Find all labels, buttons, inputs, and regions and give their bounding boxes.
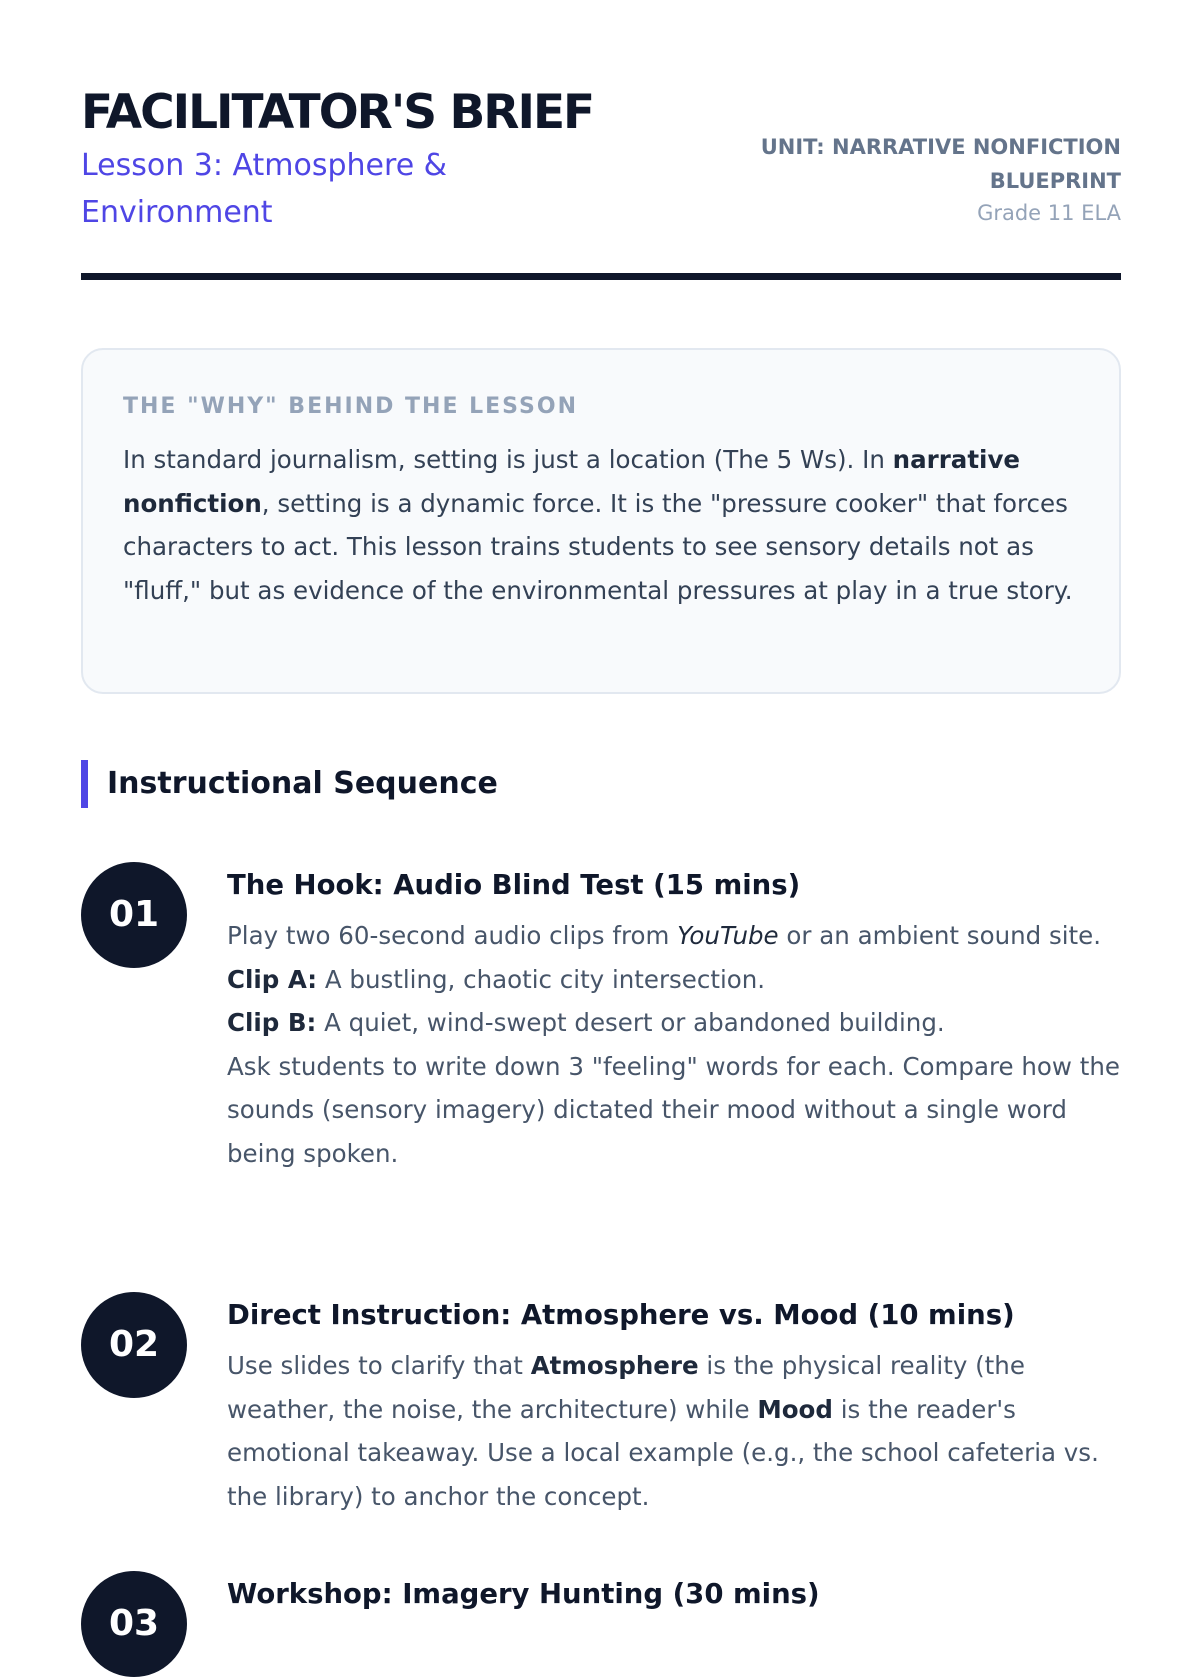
grade-label: Grade 11 ELA bbox=[977, 201, 1121, 225]
clip-b-line: Clip B: A quiet, wind-swept desert or abandoned building. bbox=[227, 1008, 945, 1037]
clip-a-label: Clip A: bbox=[227, 964, 318, 994]
lesson-rationale-box bbox=[81, 348, 1121, 694]
rationale-heading: THE "WHY" BEHIND THE LESSON bbox=[123, 394, 578, 419]
unit-label: UNIT: NARRATIVE NONFICTION BLUEPRINT bbox=[760, 135, 1121, 193]
page-title: FACILITATOR'S BRIEF bbox=[81, 85, 594, 140]
step-number-badge: 02 bbox=[81, 1292, 187, 1398]
atmosphere-term: Atmosphere bbox=[530, 1351, 699, 1380]
section-title: Instructional Sequence bbox=[107, 766, 498, 801]
lesson-title: Lesson 3: Atmosphere & Environment bbox=[81, 148, 448, 230]
step-number-badge: 03 bbox=[81, 1571, 187, 1677]
clip-a-line: Clip A: A bustling, chaotic city intersection. bbox=[227, 964, 766, 994]
rationale-text: In standard journalism, setting is just a location (The 5 Ws). In narrative nonfiction, setting is a dynamic force. It is the "pressure cooker" that forces characters to act. This lesson trains students to see sensory details not as "fluff," but as evidence of the environmental pressures at play in a true story. bbox=[123, 445, 1073, 605]
source-name: YouTube bbox=[677, 921, 779, 950]
step-intro: Play two 60-second audio clips from YouTube or an ambient sound site. bbox=[227, 921, 1101, 950]
step-closing: Ask students to write down 3 "feeling" words for each. Compare how the sounds (sensory imagery) dictated their mood without a single word being spoken. bbox=[227, 1051, 1120, 1168]
step-number-badge: 01 bbox=[81, 862, 187, 968]
rationale-emphasis: narrative nonfiction bbox=[123, 445, 1021, 518]
step-title: Direct Instruction: Atmosphere vs. Mood (10 mins) bbox=[227, 1299, 1015, 1331]
header-divider bbox=[81, 273, 1121, 280]
unit-info bbox=[701, 130, 1121, 229]
document-header bbox=[81, 84, 1121, 280]
step-description: Use slides to clarify that Atmosphere is the physical reality (the weather, the noise, the architecture) while Mood is the reader's emotional takeaway. Use a local example (e.g., the school cafeteria vs. the library) to anchor the concept. bbox=[227, 1351, 1099, 1511]
step-description bbox=[227, 914, 1123, 1175]
step-title: The Hook: Audio Blind Test (15 mins) bbox=[227, 869, 801, 901]
section-accent-bar bbox=[81, 760, 88, 808]
step-title: Workshop: Imagery Hunting (30 mins) bbox=[227, 1578, 820, 1610]
mood-term: Mood bbox=[757, 1394, 833, 1424]
clip-b-label: Clip B: bbox=[227, 1008, 317, 1037]
